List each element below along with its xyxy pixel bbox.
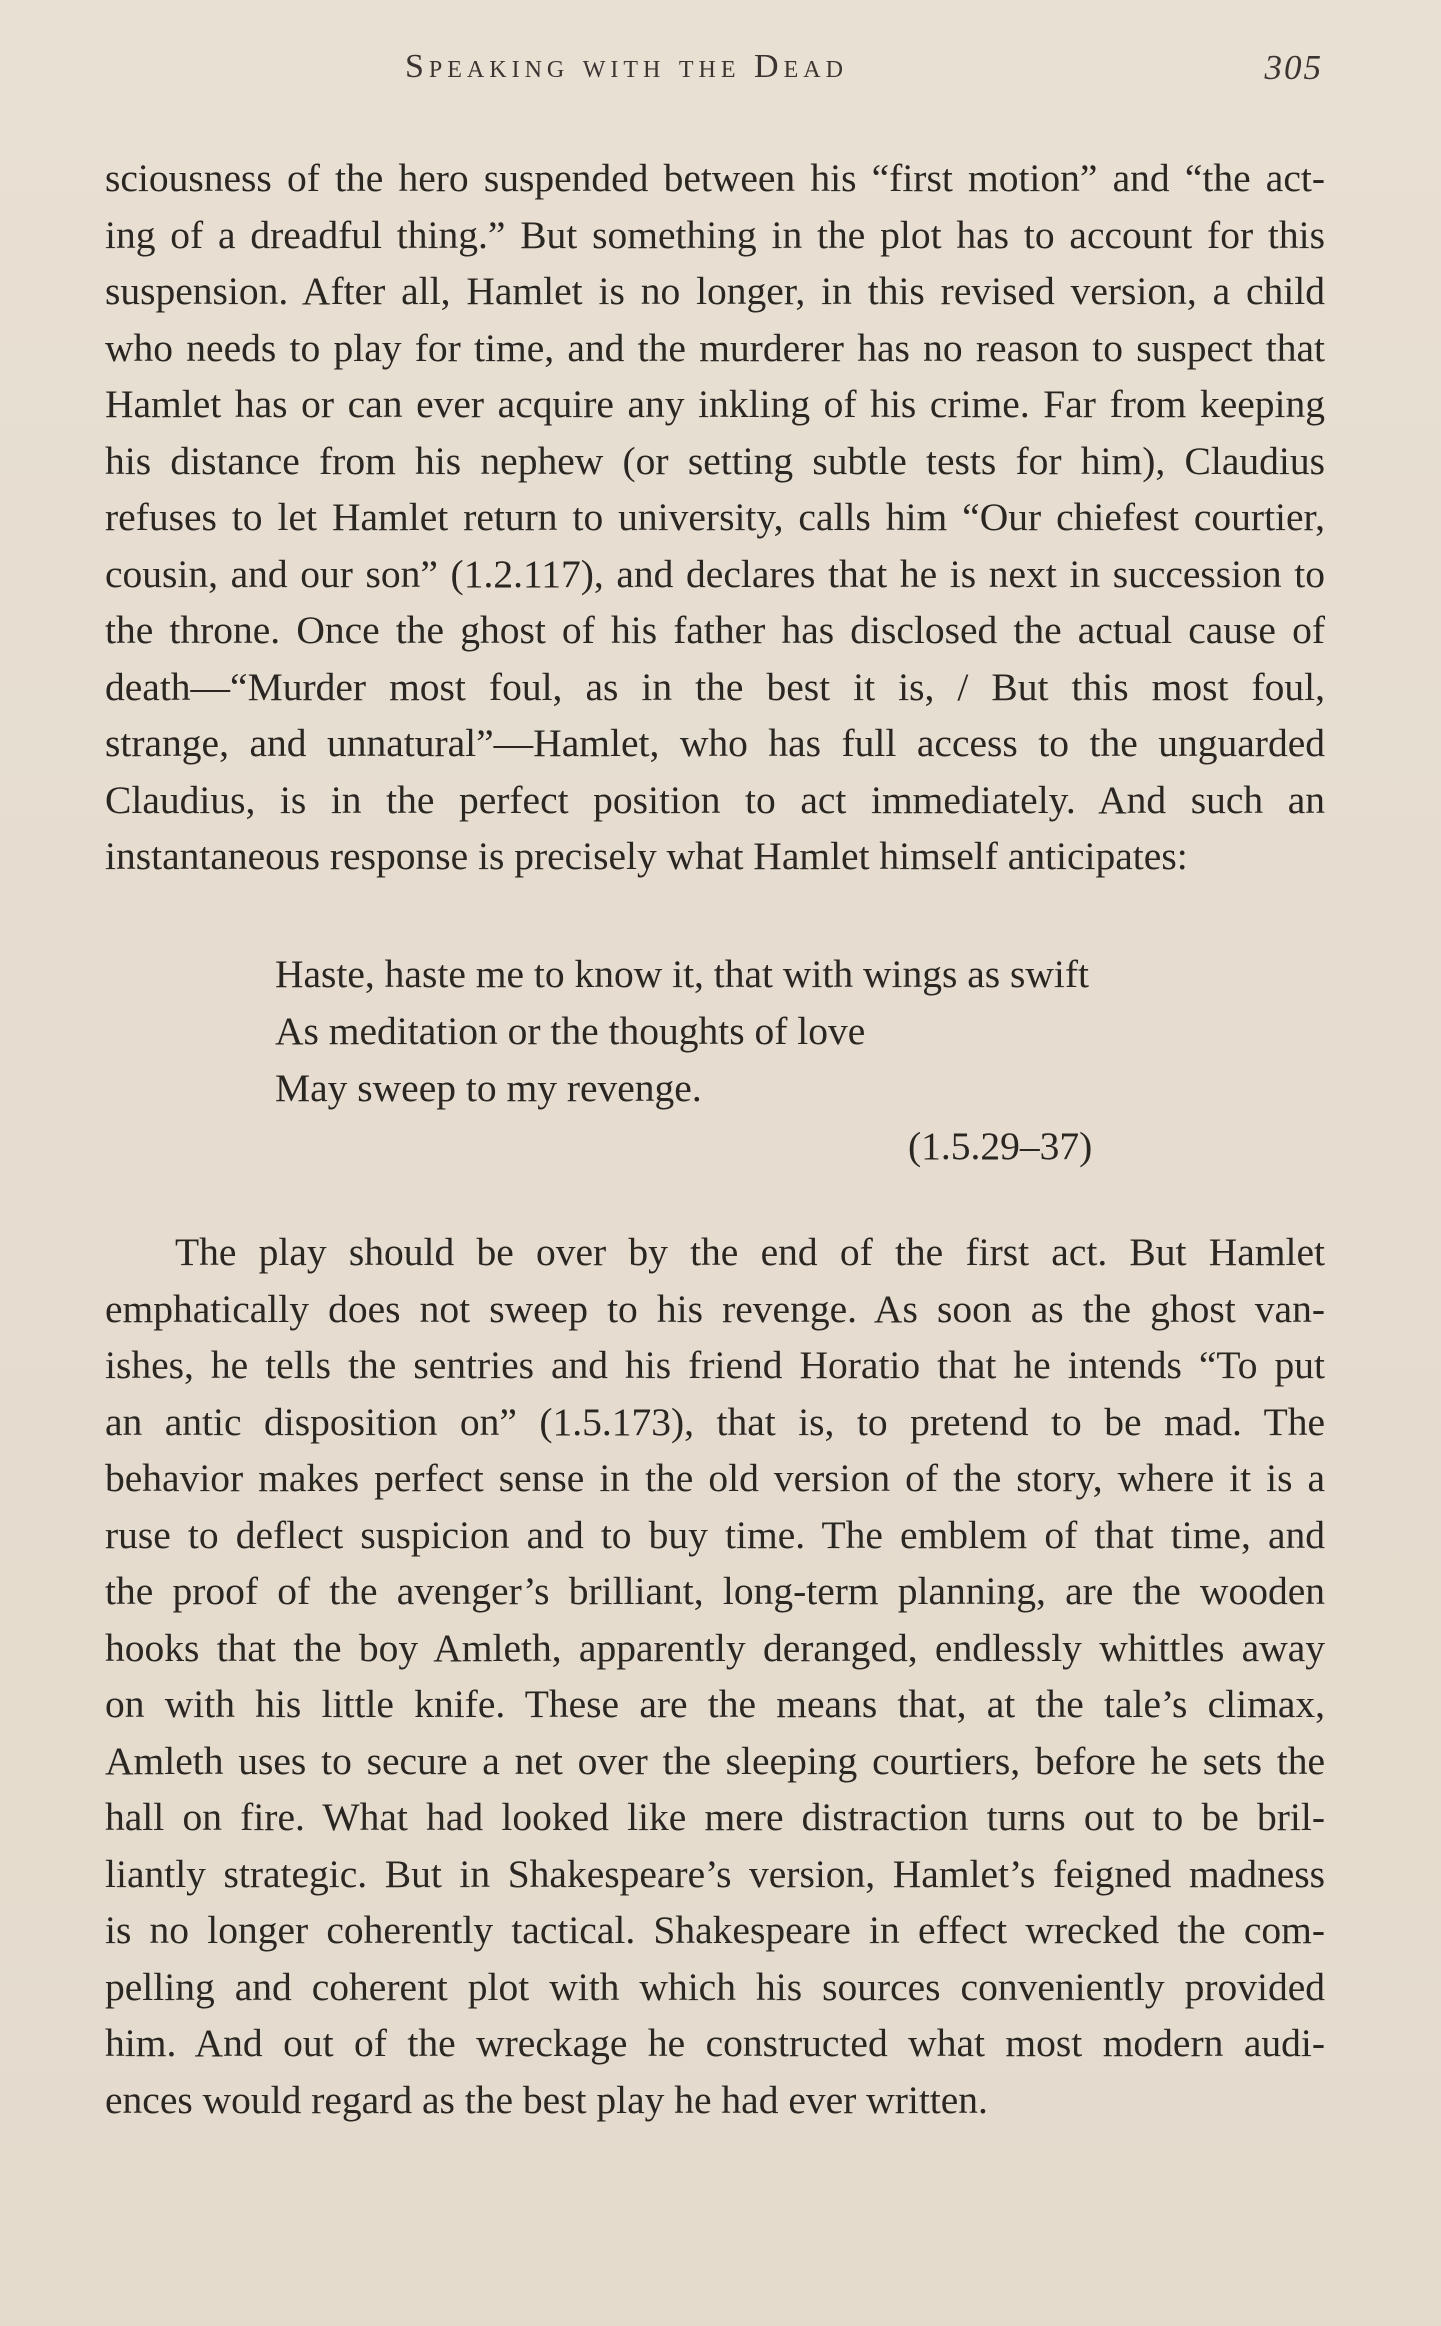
text-line: hall on fire. What had looked like mere distraction turns out to be bril- (105, 1795, 1325, 1839)
text-line: ences would regard as the best play he had ever written. (105, 2077, 988, 2122)
text-line: instantaneous response is precisely what Hamlet himself anticipates: (105, 834, 1188, 878)
text-line: sciousness of the hero suspended between his “first motion” and “the act- (105, 156, 1325, 200)
text-line: Hamlet has or can ever acquire any inkling of his crime. Far from keeping (105, 382, 1325, 426)
text-line: hooks that the boy Amleth, apparently deranged, endlessly whittles away (105, 1625, 1325, 1670)
text-line: Amleth uses to secure a net over the sleeping courtiers, before he sets the (105, 1738, 1325, 1783)
text-line: The play should be over by the end of the first act. But Hamlet (175, 1230, 1325, 1274)
text-line: who needs to play for time, and the murderer has no reason to suspect that (105, 325, 1325, 370)
text-line: the throne. Once the ghost of his father has disclosed the actual cause of (105, 608, 1325, 652)
text-line: is no longer coherently tactical. Shakespeare in effect wrecked the com- (105, 1908, 1325, 1952)
text-line: his distance from his nephew (or setting subtle tests for him), Claudius (105, 438, 1325, 483)
paragraph-2 (105, 1224, 1325, 2128)
text-line: death—“Murder most foul, as in the best it is, / But this most foul, (105, 664, 1325, 709)
text-line: refuses to let Hamlet return to university, calls him “Our chiefest courtier, (105, 495, 1325, 539)
text-line: ishes, he tells the sentries and his friend Horatio that he intends “To put (105, 1343, 1325, 1387)
page-number: 305 (1264, 48, 1323, 87)
text-line: suspension. After all, Hamlet is no longer, in this revised version, a child (105, 269, 1325, 313)
quotation-citation: (1.5.29–37) (908, 1124, 1093, 1168)
text-line: liantly strategic. But in Shakespeare’s version, Hamlet’s feigned madness (105, 1851, 1325, 1896)
text-line: emphatically does not sweep to his revenge. As soon as the ghost van- (105, 1286, 1325, 1331)
running-head (0, 48, 1441, 92)
verse-line: Haste, haste me to know it, that with wings as swift (275, 952, 1090, 996)
text-line: ruse to deflect suspicion and to buy time. The emblem of that time, and (105, 1512, 1325, 1557)
verse-quotation (275, 946, 1089, 1117)
text-line: pelling and coherent plot with which his sources conveniently provided (105, 1964, 1325, 2009)
text-line: an antic disposition on” (1.5.173), that is, to pretend to be mad. The (105, 1399, 1325, 1444)
text-line: behavior makes perfect sense in the old version of the story, where it is a (105, 1456, 1325, 1500)
running-title: Speaking with the Dead (405, 48, 848, 85)
text-line: on with his little knife. These are the means that, at the tale’s climax, (105, 1682, 1325, 1726)
text-line: him. And out of the wreckage he constructed what most modern audi- (105, 2021, 1325, 2065)
text-line: strange, and unnatural”—Hamlet, who has full access to the unguarded (105, 721, 1325, 765)
text-line: cousin, and our son” (1.2.117), and declares that he is next in succession to (105, 551, 1325, 596)
verse-line: May sweep to my revenge. (275, 1066, 702, 1110)
text-line: the proof of the avenger’s brilliant, long-term planning, are the wooden (105, 1569, 1325, 1613)
verse-line: As meditation or the thoughts of love (275, 1009, 866, 1053)
text-line: ing of a dreadful thing.” But something in the plot has to account for this (105, 212, 1325, 257)
paragraph-1 (105, 150, 1325, 885)
text-line: Claudius, is in the perfect position to act immediately. And such an (105, 777, 1325, 822)
